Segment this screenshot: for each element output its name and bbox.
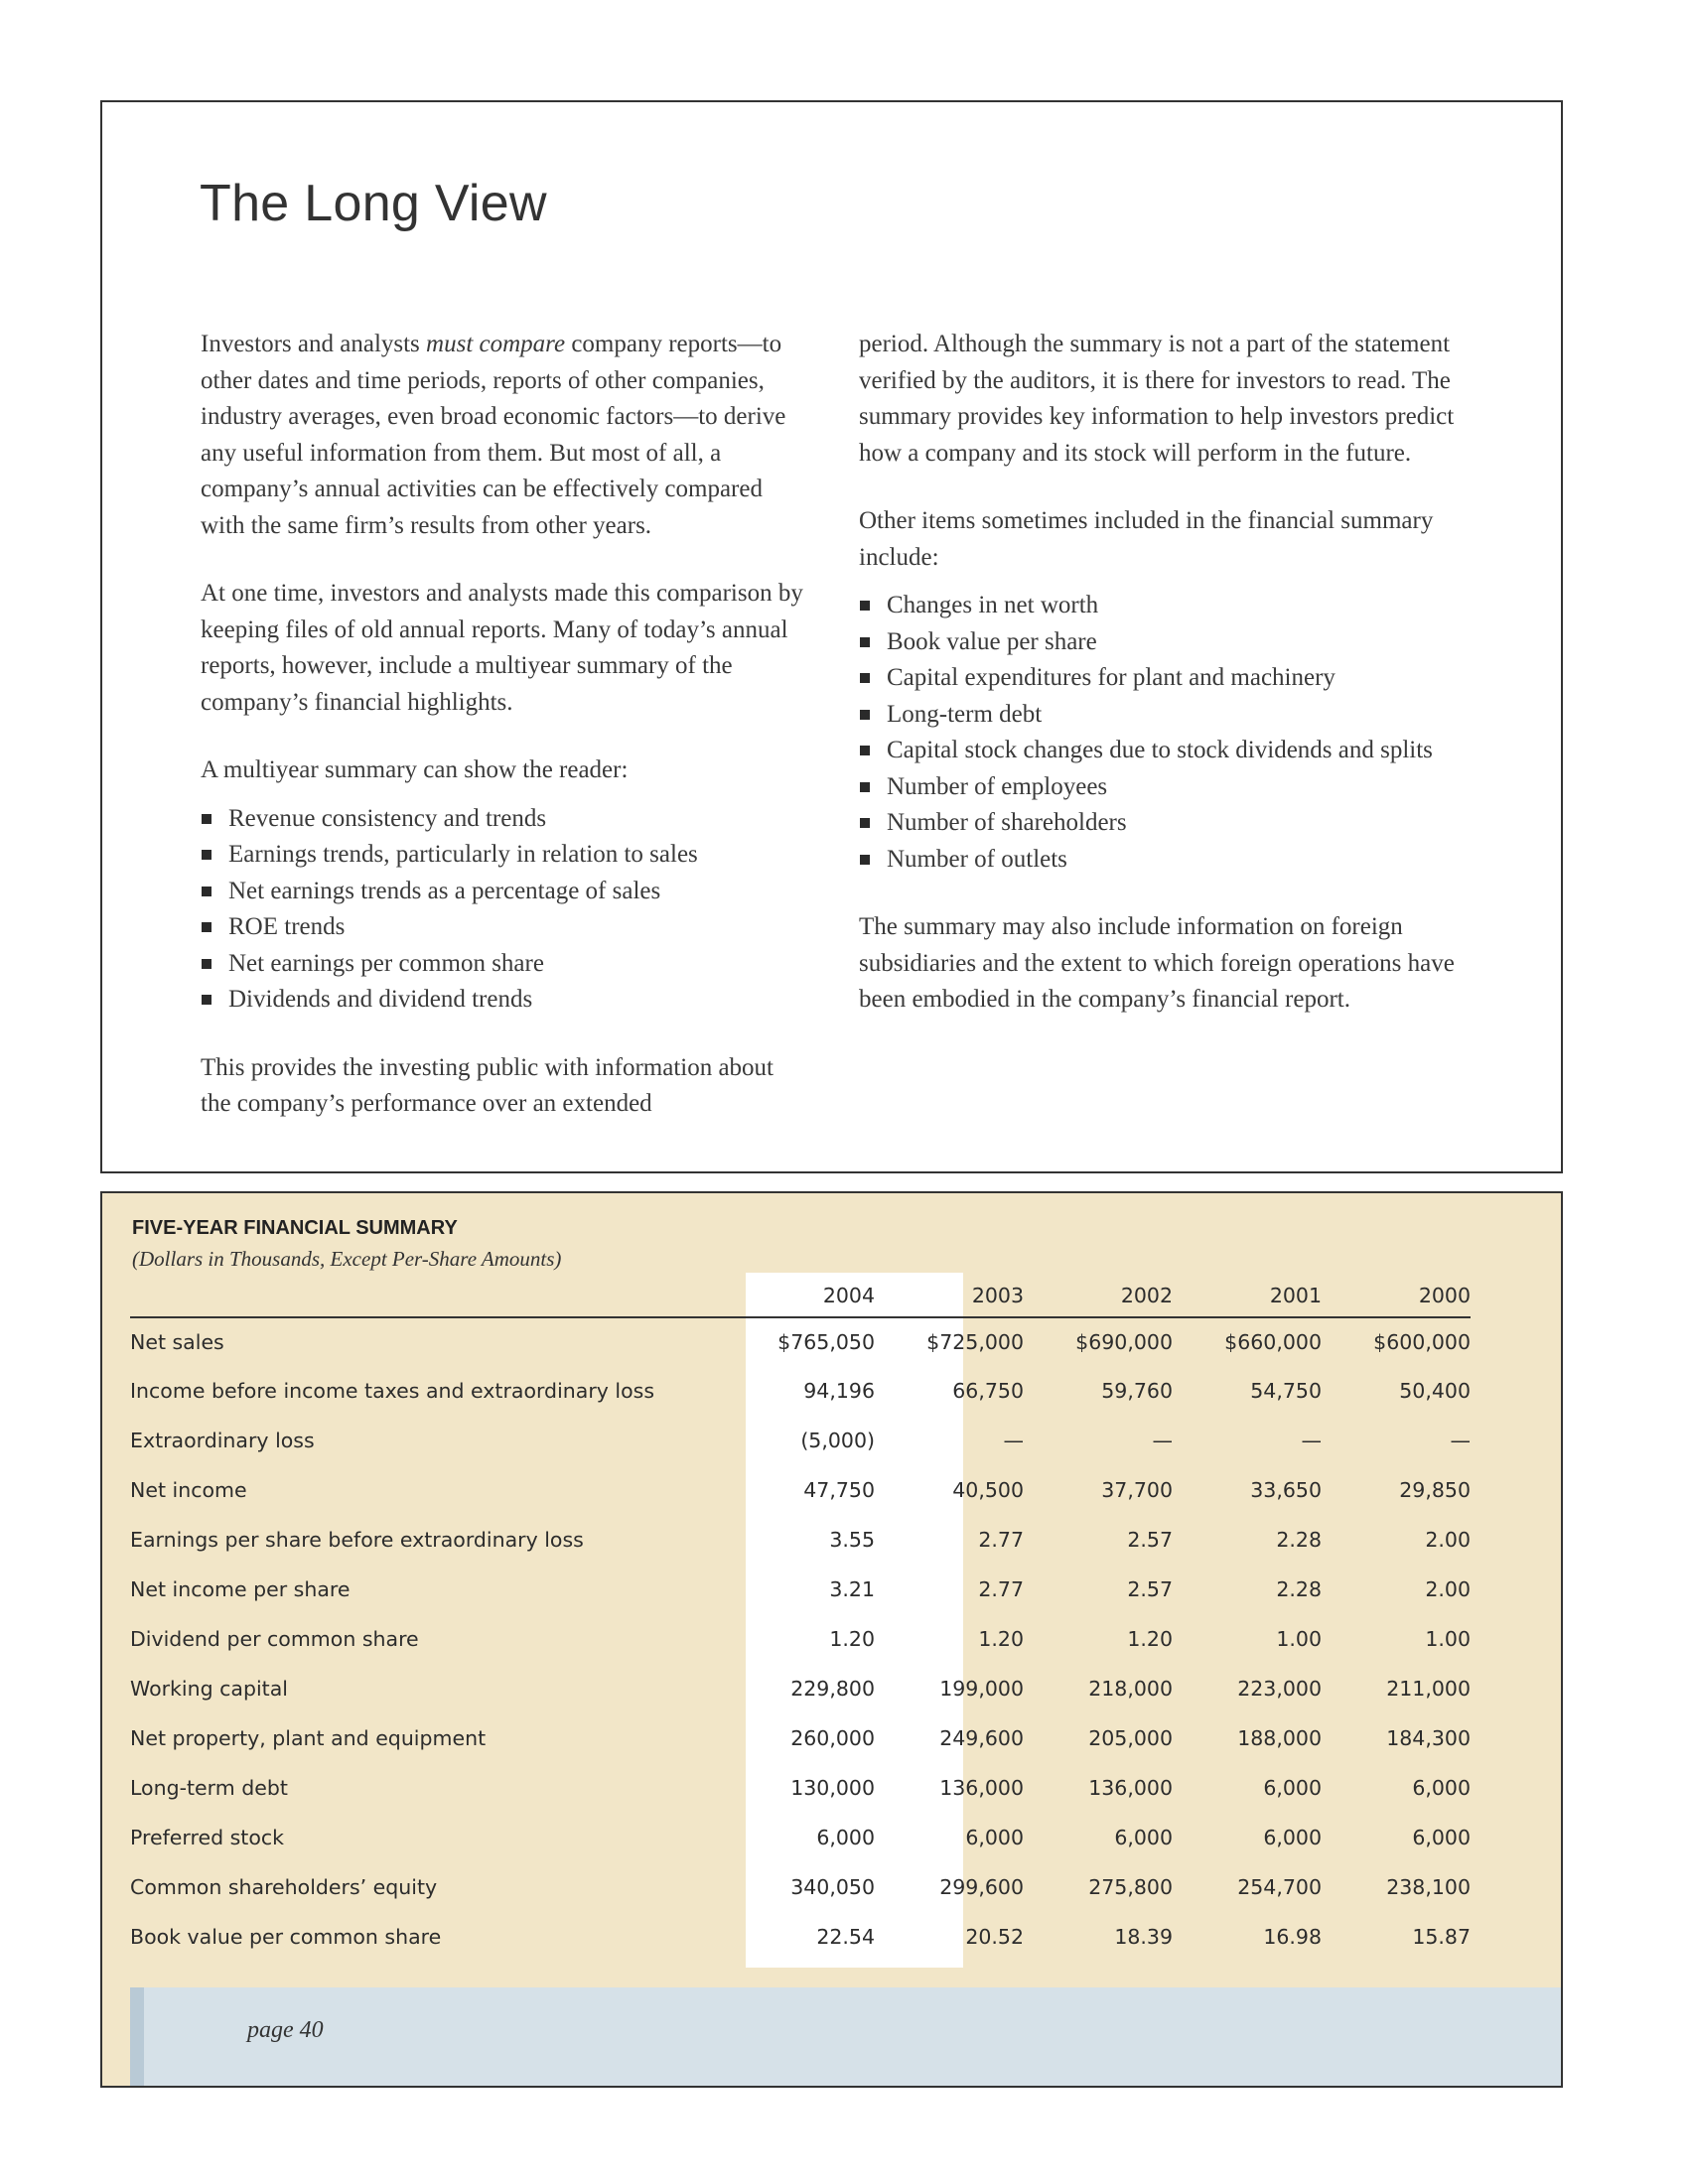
value-cell: — xyxy=(1003,1429,1024,1452)
year-header: 2001 xyxy=(1173,1275,1322,1317)
list-item: ROE trends xyxy=(201,909,806,946)
left-paragraph-2: At one time, investors and analysts made this comparison by keeping files of old annual reports. Many of today’s annual reports, however, include a multiyear summary of the company’s financial highlights. xyxy=(201,580,803,716)
value-cell: 188,000 xyxy=(1237,1726,1322,1750)
value-cell: 136,000 xyxy=(1088,1776,1173,1800)
value-cell: 130,000 xyxy=(790,1776,875,1800)
value-cell: 1.20 xyxy=(829,1627,875,1651)
value-cell: 205,000 xyxy=(1088,1726,1173,1750)
page-number: page 40 xyxy=(247,2017,324,2043)
table-row xyxy=(130,1813,1471,1862)
value-cell: $660,000 xyxy=(1224,1330,1322,1354)
table-row xyxy=(130,1763,1471,1813)
row-label: Common shareholders’ equity xyxy=(130,1875,438,1899)
value-cell: 223,000 xyxy=(1237,1677,1322,1701)
value-cell: 6,000 xyxy=(1263,1776,1322,1800)
list-item: Net earnings per common share xyxy=(201,946,806,983)
list-item: Number of outlets xyxy=(859,842,1484,879)
row-label: Earnings per share before extraordinary loss xyxy=(130,1528,584,1552)
table-row xyxy=(130,1862,1471,1912)
value-cell: 2.57 xyxy=(1127,1528,1173,1552)
value-cell: — xyxy=(1301,1429,1322,1452)
value-cell: 1.00 xyxy=(1425,1627,1471,1651)
other-items-list xyxy=(859,588,1484,878)
value-cell: 1.20 xyxy=(978,1627,1024,1651)
value-cell: 2.28 xyxy=(1276,1528,1322,1552)
table-row xyxy=(130,1713,1471,1763)
list-item: Net earnings trends as a percentage of sales xyxy=(201,874,806,910)
table-body xyxy=(130,1317,1471,1962)
summary-benefits-list xyxy=(201,801,806,1019)
table-row xyxy=(130,1416,1471,1465)
value-cell: 3.55 xyxy=(829,1528,875,1552)
value-cell: 260,000 xyxy=(790,1726,875,1750)
value-cell: 6,000 xyxy=(1412,1776,1471,1800)
left-paragraph-3: A multiyear summary can show the reader: xyxy=(201,756,629,783)
value-cell: 1.00 xyxy=(1276,1627,1322,1651)
value-cell: 136,000 xyxy=(939,1776,1024,1800)
right-paragraph-2: Other items sometimes included in the financial summary include: xyxy=(859,507,1434,571)
value-cell: $600,000 xyxy=(1373,1330,1471,1354)
value-cell: 47,750 xyxy=(803,1478,875,1502)
table-row xyxy=(130,1912,1471,1962)
value-cell: 199,000 xyxy=(939,1677,1024,1701)
year-header: 2000 xyxy=(1322,1275,1471,1317)
value-cell: 2.57 xyxy=(1127,1577,1173,1601)
row-label: Book value per common share xyxy=(130,1925,442,1949)
value-cell: 59,760 xyxy=(1101,1379,1173,1403)
value-cell: 184,300 xyxy=(1386,1726,1471,1750)
header-blank-cell xyxy=(130,1275,726,1317)
article-right-column xyxy=(859,327,1484,1050)
row-label: Working capital xyxy=(130,1677,288,1701)
right-paragraph-1: period. Although the summary is not a part of the statement verified by the auditors, it is there for investors to read. The summary provides key information to help investors predict how a company and its stock will perform in the future. xyxy=(859,331,1455,467)
value-cell: 2.77 xyxy=(978,1577,1024,1601)
right-paragraph-3: The summary may also include information on foreign subsidiaries and the extent to which foreign operations have been embodied in the company’s financial report. xyxy=(859,913,1455,1013)
row-label: Extraordinary loss xyxy=(130,1429,315,1452)
year-header: 2003 xyxy=(875,1275,1024,1317)
list-item: Number of shareholders xyxy=(859,805,1484,842)
footer-edge xyxy=(130,1987,144,2088)
value-cell: 218,000 xyxy=(1088,1677,1173,1701)
list-item: Changes in net worth xyxy=(859,588,1484,624)
value-cell: 6,000 xyxy=(965,1826,1024,1849)
row-label: Preferred stock xyxy=(130,1826,285,1849)
value-cell: 211,000 xyxy=(1386,1677,1471,1701)
row-label: Net sales xyxy=(130,1330,224,1354)
value-cell: 229,800 xyxy=(790,1677,875,1701)
table-row xyxy=(130,1565,1471,1614)
value-cell: 66,750 xyxy=(952,1379,1024,1403)
value-cell: 22.54 xyxy=(816,1925,875,1949)
left-paragraph-1: Investors and analysts must compare company reports—to other dates and time periods, reports of other companies, industry averages, even broad economic factors—to derive any useful information from them. But most of all, a company’s annual activities can be effectively compared with the same firm’s results from other years. xyxy=(201,331,786,539)
table-title: FIVE-YEAR FINANCIAL SUMMARY xyxy=(132,1217,458,1239)
value-cell: 20.52 xyxy=(965,1925,1024,1949)
value-cell: 6,000 xyxy=(1114,1826,1173,1849)
financial-summary-table xyxy=(130,1275,1471,1962)
value-cell: (5,000) xyxy=(800,1429,875,1452)
table-row xyxy=(130,1515,1471,1565)
footer-band xyxy=(130,1987,1563,2088)
value-cell: 18.39 xyxy=(1114,1925,1173,1949)
value-cell: 249,600 xyxy=(939,1726,1024,1750)
value-cell: 94,196 xyxy=(803,1379,875,1403)
value-cell: — xyxy=(1450,1429,1471,1452)
value-cell: 3.21 xyxy=(829,1577,875,1601)
value-cell: 2.28 xyxy=(1276,1577,1322,1601)
list-item: Number of employees xyxy=(859,769,1484,806)
value-cell: 15.87 xyxy=(1412,1925,1471,1949)
table-header-row xyxy=(130,1275,1471,1317)
list-item: Long-term debt xyxy=(859,697,1484,734)
value-cell: 6,000 xyxy=(816,1826,875,1849)
table-row xyxy=(130,1614,1471,1664)
list-item: Earnings trends, particularly in relation to sales xyxy=(201,837,806,874)
value-cell: 238,100 xyxy=(1386,1875,1471,1899)
value-cell: 254,700 xyxy=(1237,1875,1322,1899)
row-label: Long-term debt xyxy=(130,1776,288,1800)
value-cell: 2.77 xyxy=(978,1528,1024,1552)
table-subtitle: (Dollars in Thousands, Except Per-Share Amounts) xyxy=(132,1247,562,1271)
row-label: Dividend per common share xyxy=(130,1627,419,1651)
value-cell: 29,850 xyxy=(1399,1478,1471,1502)
value-cell: 6,000 xyxy=(1412,1826,1471,1849)
value-cell: 299,600 xyxy=(939,1875,1024,1899)
value-cell: 33,650 xyxy=(1250,1478,1322,1502)
value-cell: 40,500 xyxy=(952,1478,1024,1502)
value-cell: 2.00 xyxy=(1425,1577,1471,1601)
value-cell: 50,400 xyxy=(1399,1379,1471,1403)
page-title: The Long View xyxy=(200,175,547,232)
value-cell: 2.00 xyxy=(1425,1528,1471,1552)
financial-summary-box xyxy=(100,1191,1563,2088)
table-row xyxy=(130,1664,1471,1713)
row-label: Net property, plant and equipment xyxy=(130,1726,487,1750)
value-cell: 6,000 xyxy=(1263,1826,1322,1849)
value-cell: 340,050 xyxy=(790,1875,875,1899)
row-label: Net income per share xyxy=(130,1577,351,1601)
value-cell: $690,000 xyxy=(1075,1330,1173,1354)
list-item: Book value per share xyxy=(859,624,1484,661)
article-box xyxy=(100,100,1563,1173)
value-cell: $725,000 xyxy=(926,1330,1024,1354)
list-item: Capital stock changes due to stock dividends and splits xyxy=(859,733,1484,769)
list-item: Revenue consistency and trends xyxy=(201,801,806,838)
value-cell: 1.20 xyxy=(1127,1627,1173,1651)
list-item: Dividends and dividend trends xyxy=(201,982,806,1019)
article-left-column xyxy=(201,327,806,1155)
value-cell: 37,700 xyxy=(1101,1478,1173,1502)
table-row xyxy=(130,1317,1471,1366)
row-label: Net income xyxy=(130,1478,247,1502)
emphasis-text: must compare xyxy=(426,331,566,357)
year-header: 2004 xyxy=(726,1275,875,1317)
left-paragraph-4: This provides the investing public with information about the company’s performance over an extended xyxy=(201,1053,774,1117)
list-item: Capital expenditures for plant and machinery xyxy=(859,660,1484,697)
value-cell: 275,800 xyxy=(1088,1875,1173,1899)
value-cell: — xyxy=(1152,1429,1173,1452)
table-row xyxy=(130,1465,1471,1515)
value-cell: 16.98 xyxy=(1263,1925,1322,1949)
table-row xyxy=(130,1366,1471,1416)
row-label: Income before income taxes and extraordinary loss xyxy=(130,1379,654,1403)
value-cell: $765,050 xyxy=(777,1330,875,1354)
value-cell: 54,750 xyxy=(1250,1379,1322,1403)
year-header: 2002 xyxy=(1024,1275,1173,1317)
